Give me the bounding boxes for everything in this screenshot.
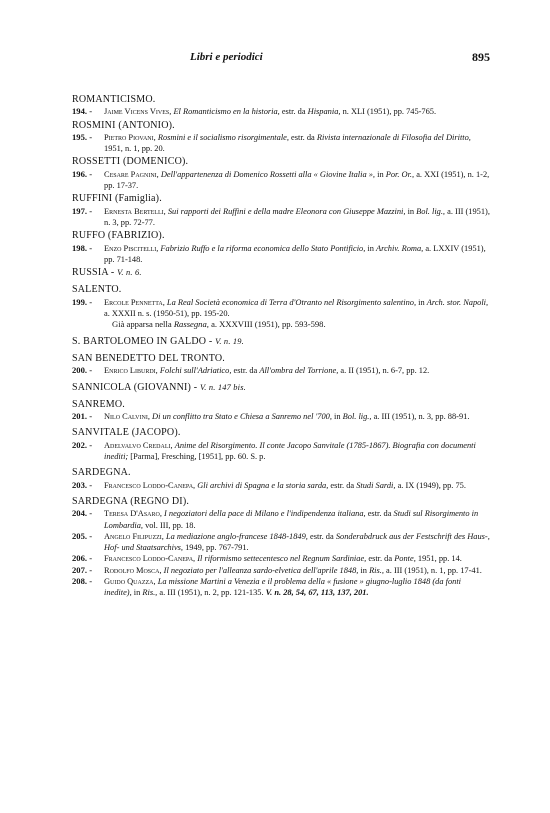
entry-author: Teresa D'Asaro, — [104, 509, 162, 519]
entry-title: Rosmini e il socialismo risorgimentale, — [157, 132, 289, 142]
entry-author: Guido Quazza, — [104, 576, 156, 586]
entry-source: Arch. stor. Napoli, — [426, 297, 489, 307]
entry-source: Bol. lig., — [416, 206, 446, 216]
entry-connector: in — [334, 412, 341, 422]
entry-source: All'ombra del Torrione, — [259, 366, 339, 376]
entry-200 — [72, 365, 490, 376]
entry-author: Enzo Piscitelli, — [104, 243, 159, 253]
entry-connector: in — [377, 169, 384, 179]
entry-206 — [72, 553, 490, 564]
entry-number: 195. - — [72, 131, 93, 142]
subject-heading: SALENTO. — [72, 284, 122, 296]
subject-heading: SANVITALE (JACOPO). — [72, 427, 181, 439]
entry-205 — [72, 531, 490, 554]
entry-202 — [72, 440, 490, 463]
subject-heading: SAN BENEDETTO DEL TRONTO. — [72, 352, 225, 364]
entry-title: La mediazione anglo-francese 1848-1849, — [165, 531, 308, 541]
entry-number: 208. - — [72, 575, 93, 586]
entry-203 — [72, 480, 490, 491]
entry-title: I negoziatori della pace di Milano e l'indipendenza italiana, — [164, 509, 366, 519]
entry-208 — [72, 576, 490, 599]
heading-text: RUSSIA - — [72, 267, 115, 279]
entry-citation: a. III (1951), n. 3, pp. 72-77. — [104, 206, 490, 227]
running-header — [70, 52, 490, 66]
entry-title: Il riformismo settecentesco nel Regnum Sardiniae, — [197, 554, 367, 564]
entry-201 — [72, 411, 490, 422]
entry-connector: in — [360, 565, 367, 575]
entry-connector: estr. da — [281, 107, 306, 117]
subject-heading: SARDEGNA. — [72, 467, 131, 479]
heading-text: S. BARTOLOMEO IN GALDO - — [72, 335, 213, 347]
heading-text: SANNICOLA (GIOVANNI) - — [72, 381, 198, 393]
entry-source: Rivista internazionale di Filosofia del Diritto, — [316, 132, 471, 142]
entry-connector: in — [418, 297, 425, 307]
bibliography-list — [72, 92, 490, 599]
entry-citation: a. IX (1949), pp. 75. — [397, 480, 466, 490]
entry-author: Francesco Loddo-Canepa, — [104, 480, 196, 490]
entry-title: Anime del Risorgimento. Il conte Jacopo Sanvitale (1785-1867). Biografia con documenti inediti; — [104, 440, 476, 462]
entry-author: Angelo Filipuzzi, — [104, 531, 164, 541]
entry-title: Fabrizio Ruffo e la riforma economica dello Stato Pontificio, — [160, 243, 366, 253]
subject-heading: RUFFO (FABRIZIO). — [72, 230, 165, 242]
entry-citation: 1949, pp. 767-791. — [185, 543, 249, 553]
entry-199 — [72, 297, 490, 320]
entry-author: Nilo Calvini, — [104, 412, 150, 422]
entry-number: 194. - — [72, 106, 93, 117]
entry-source: Por. Or., — [385, 169, 415, 179]
entry-source: Ponte, — [394, 554, 416, 564]
entry-author: Enrico Liburdi, — [104, 366, 158, 376]
entry-source: Hispania, — [307, 107, 341, 117]
entry-citation: 1951, pp. 14. — [417, 554, 462, 564]
entry-number: 202. - — [72, 439, 93, 450]
subject-heading-crossref — [72, 267, 490, 279]
entry-author: Francesco Loddo-Canepa, — [104, 554, 196, 564]
entry-number: 196. - — [72, 168, 93, 179]
entry-number: 198. - — [72, 242, 93, 253]
subject-heading: SARDEGNA (REGNO DI). — [72, 495, 190, 507]
entry-connector: estr. da — [291, 132, 315, 142]
entry-title: Gli archivi di Spagna e la storia sarda, — [197, 480, 329, 490]
entry-connector: in — [407, 206, 415, 216]
note-source: Rassegna, — [173, 319, 209, 330]
entry-197 — [72, 206, 490, 229]
entry-number: 205. - — [72, 530, 93, 541]
entry-source: Studi Sardi, — [356, 480, 396, 490]
entry-number: 197. - — [72, 205, 93, 216]
running-title: Libri e periodici — [190, 51, 263, 63]
entry-source: Ris., — [369, 565, 384, 575]
entry-title: Folchi sull'Adriatico, — [159, 366, 232, 376]
note-text: Già apparsa nella — [112, 319, 172, 330]
entry-title: El Romanticismo en la historia, — [173, 107, 280, 117]
cross-reference: V. n. 6. — [117, 268, 142, 278]
entry-number: 204. - — [72, 508, 93, 519]
entry-204 — [72, 508, 490, 531]
entry-author: Pietro Piovani, — [104, 132, 156, 142]
entry-author: Ercole Pennetta, — [104, 297, 165, 307]
entry-connector: estr. da — [367, 509, 392, 519]
entry-citation: vol. III, pp. 18. — [145, 520, 196, 530]
entry-citation: a. LXXIV (1951), pp. 71-148. — [104, 243, 486, 264]
entry-source: Sonderabdruck aus der Festschrift des Haus-, Hof- und Staatsarchivs, — [104, 531, 490, 553]
entry-number: 200. - — [72, 365, 93, 376]
entry-author: Jaime Vicens Vives, — [104, 107, 172, 117]
entry-207 — [72, 565, 490, 576]
entry-196 — [72, 169, 490, 192]
entry-number: 206. - — [72, 553, 93, 564]
subject-heading: RUFFINI (Famiglia). — [72, 193, 162, 205]
entry-connector: estr. da — [330, 480, 355, 490]
entry-citation: a. XXXII n. s. (1950-51), pp. 195-20. — [104, 309, 230, 319]
subject-heading: ROMANTICISMO. — [72, 94, 156, 105]
entry-number: 207. - — [72, 564, 93, 575]
entry-194 — [72, 106, 490, 117]
entry-citation: a. II (1951), n. 6-7, pp. 12. — [340, 366, 430, 376]
subject-heading-crossref — [72, 382, 490, 394]
entry-author: Ernesta Bertelli, — [104, 206, 166, 216]
entry-source: Bol. lig., — [342, 412, 372, 422]
subject-heading: ROSSETTI (DOMENICO). — [72, 156, 189, 168]
entry-number: 201. - — [72, 411, 93, 422]
entry-citation: n. XLI (1951), pp. 745-765. — [342, 107, 437, 117]
entry-note — [72, 319, 490, 330]
entry-author: Adelvalvo Credali, — [104, 440, 173, 450]
entry-citation: [Parma], Fresching, [1951], pp. 60. S. p. — [130, 452, 266, 462]
entry-connector: estr. da — [309, 531, 334, 541]
entry-source: Ris., — [142, 588, 158, 598]
entry-title: La Real Società economica di Terra d'Otranto nel Risorgimento salentino, — [166, 297, 417, 307]
entry-title: Dell'appartenenza di Domenico Rossetti alla « Giovine Italia », — [160, 169, 376, 179]
entry-author: Cesare Pagnini, — [104, 169, 159, 179]
entry-number: 199. - — [72, 296, 93, 307]
page-number: 895 — [472, 50, 490, 64]
entry-connector: estr. da — [368, 554, 393, 564]
entry-195 — [72, 132, 490, 155]
entry-citation: a. III (1951), n. 1, pp. 17-41. — [386, 565, 482, 575]
cross-reference: V. n. 28, 54, 67, 113, 137, 201. — [265, 588, 369, 598]
entry-connector: estr. da — [233, 366, 258, 376]
subject-heading: SANREMO. — [72, 398, 125, 410]
entry-citation: a. XXI (1951), n. 1-2, pp. 17-37. — [104, 169, 490, 191]
entry-connector: in — [133, 588, 141, 598]
note-citation: a. XXXVIII (1951), pp. 593-598. — [211, 319, 326, 330]
entry-source: Archiv. Roma, — [376, 243, 424, 253]
entry-198 — [72, 243, 490, 266]
entry-number: 203. - — [72, 479, 93, 490]
entry-source: Studi sul Risorgimento in Lombardia, — [104, 509, 479, 530]
subject-heading-crossref — [72, 336, 490, 348]
subject-heading: ROSMINI (ANTONIO). — [72, 119, 175, 131]
entry-title: Di un conflitto tra Stato e Chiesa a Sanremo nel '700, — [152, 412, 332, 422]
entry-citation: a. III (1951), n. 3, pp. 88-91. — [373, 412, 470, 422]
entry-author: Rodolfo Mosca, — [104, 565, 162, 575]
cross-reference: V. n. 19. — [215, 336, 244, 346]
entry-title: Il negoziato per l'alleanza sardo-elvetica dell'aprile 1848, — [163, 565, 359, 575]
entry-citation: 1951, n. 1, pp. 20. — [104, 144, 165, 154]
cross-reference: V. n. 147 bis. — [200, 382, 246, 392]
entry-title: La missione Martini a Venezia e il problema della « fusione » giugno-luglio 1848 (da fonti inedite), — [104, 576, 461, 598]
entry-title: Sui rapporti dei Ruffini e della madre Eleonora con Giuseppe Mazzini, — [167, 206, 406, 216]
entry-connector: in — [367, 243, 374, 253]
entry-citation: a. III (1951), n. 2, pp. 121-135. — [159, 588, 264, 598]
